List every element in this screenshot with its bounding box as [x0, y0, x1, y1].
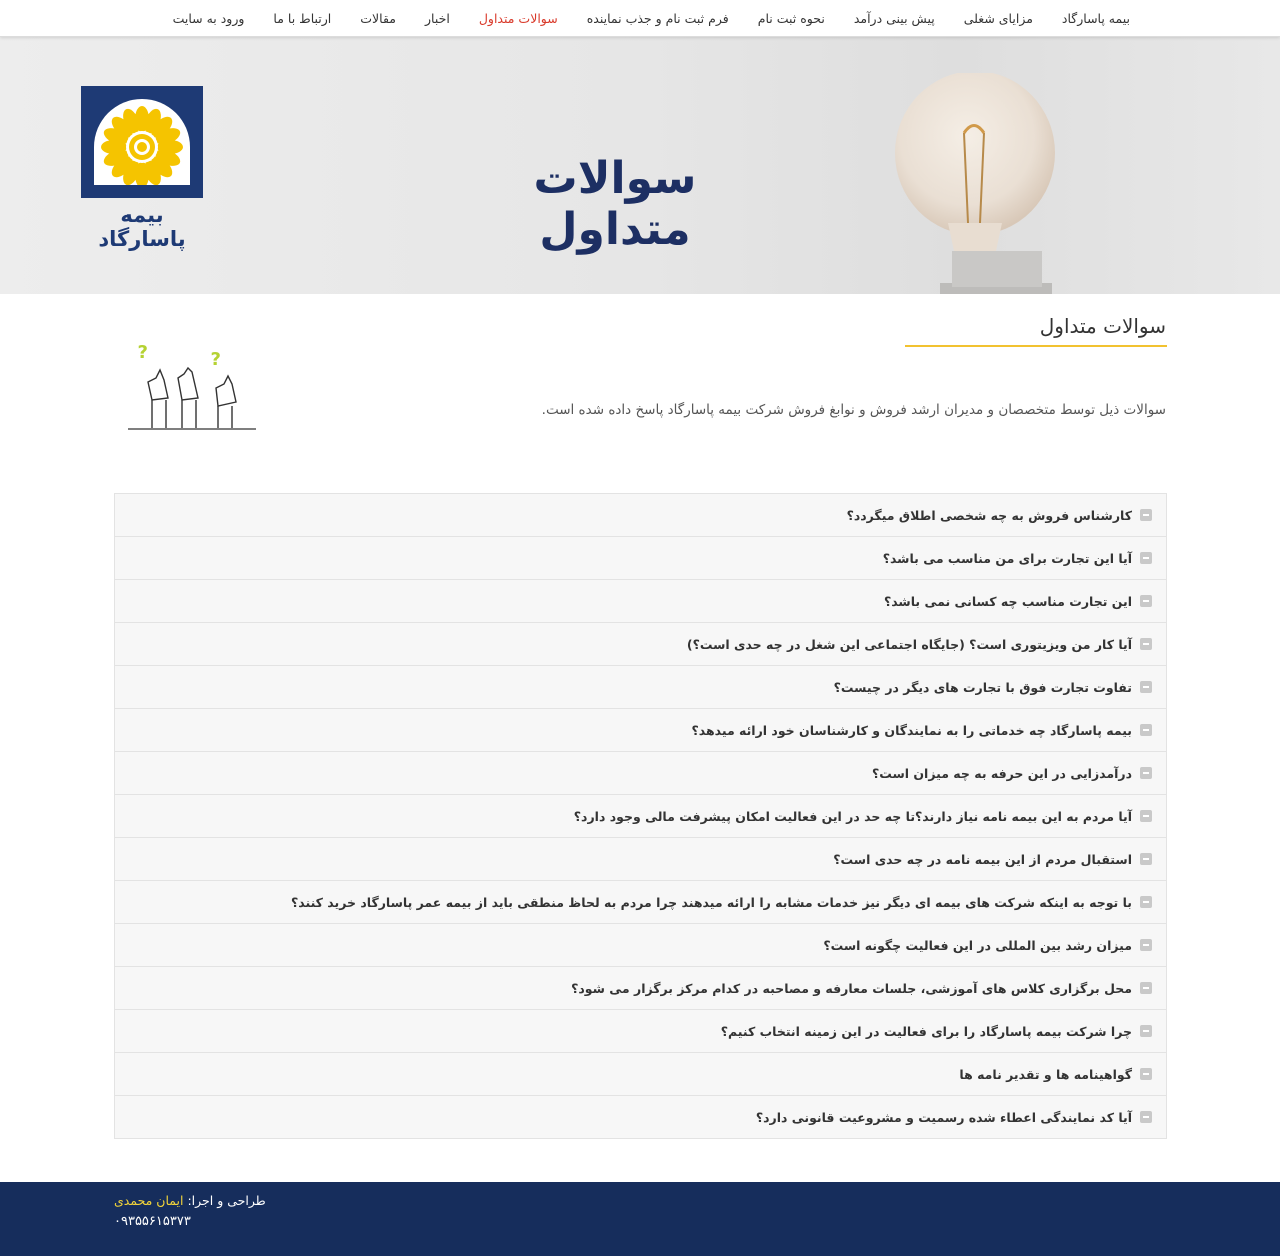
faq-item[interactable]	[115, 537, 1166, 580]
collapse-icon[interactable]	[1140, 595, 1152, 607]
light-bulb-image	[880, 73, 1080, 294]
collapse-icon[interactable]	[1140, 638, 1152, 650]
section-description: سوالات ذیل توسط متخصصان و مدیران ارشد فروش و نوابغ فروش شرکت بیمه پاسارگاد پاسخ داده شده است.	[541, 402, 1166, 418]
faq-question[interactable]: درآمدزایی در این حرفه به چه میزان است؟	[871, 765, 1132, 781]
nav-item-0[interactable]: بیمه پاسارگاد	[1061, 10, 1130, 26]
faq-question[interactable]: کارشناس فروش به چه شخصی اطلاق میگردد؟	[846, 507, 1132, 523]
title-underline	[905, 345, 1167, 347]
collapse-icon[interactable]	[1140, 724, 1152, 736]
nav-item-5[interactable]: سوالات متداول	[478, 10, 558, 26]
svg-text:?: ?	[210, 349, 221, 370]
nav-item-3[interactable]: نحوه ثبت نام	[757, 10, 825, 26]
faq-question[interactable]: گواهینامه ها و تقدیر نامه ها	[959, 1066, 1132, 1082]
faq-item[interactable]	[115, 1053, 1166, 1096]
svg-text:?: ?	[137, 342, 148, 363]
faq-item[interactable]	[115, 752, 1166, 795]
hero-banner	[0, 37, 1280, 294]
faq-item[interactable]	[115, 666, 1166, 709]
collapse-icon[interactable]	[1140, 853, 1152, 865]
faq-accordion	[114, 493, 1167, 1139]
site-footer	[0, 1182, 1280, 1256]
faq-item[interactable]	[115, 1096, 1166, 1139]
faq-item[interactable]	[115, 881, 1166, 924]
nav-item-1[interactable]: مزایای شغلی	[963, 10, 1033, 26]
faq-item[interactable]	[115, 709, 1166, 752]
sunflower-icon	[94, 99, 190, 185]
nav-item-4[interactable]: فرم ثبت نام و جذب نماینده	[586, 10, 729, 26]
collapse-icon[interactable]	[1140, 939, 1152, 951]
collapse-icon[interactable]	[1140, 767, 1152, 779]
top-navigation	[0, 0, 1280, 37]
faq-question[interactable]: میزان رشد بین المللی در این فعالیت چگونه است؟	[823, 937, 1132, 953]
collapse-icon[interactable]	[1140, 1111, 1152, 1123]
faq-question[interactable]: آیا مردم به این بیمه نامه نیاز دارند؟تا چه حد در این فعالیت امکان پیشرفت مالی وجود دارد؟	[573, 808, 1132, 824]
collapse-icon[interactable]	[1140, 1068, 1152, 1080]
faq-question[interactable]: آیا کد نمایندگی اعطاء شده رسمیت و مشروعیت قانونی دارد؟	[755, 1109, 1132, 1125]
designer-name-link[interactable]: ایمان محمدی	[114, 1193, 184, 1208]
hero-title: سوالات متداول	[533, 153, 697, 255]
faq-item[interactable]	[115, 623, 1166, 666]
faq-question[interactable]: چرا شرکت بیمه پاسارگاد را برای فعالیت در این زمینه انتخاب کنیم؟	[720, 1023, 1132, 1039]
faq-item[interactable]	[115, 795, 1166, 838]
footer-phone: ۰۹۳۵۵۶۱۵۳۷۳	[114, 1214, 191, 1229]
faq-item[interactable]	[115, 838, 1166, 881]
nav-item-9[interactable]: ورود به سایت	[172, 10, 245, 26]
faq-question[interactable]: آیا این تجارت برای من مناسب می باشد؟	[882, 550, 1132, 566]
nav-item-2[interactable]: پیش بینی درآمد	[853, 10, 935, 26]
collapse-icon[interactable]	[1140, 681, 1152, 693]
brand-logo[interactable]	[81, 86, 203, 251]
faq-item[interactable]	[115, 580, 1166, 623]
faq-question[interactable]: استقبال مردم از این بیمه نامه در چه حدی است؟	[833, 851, 1132, 867]
section-title: سوالات متداول	[1039, 314, 1166, 338]
credit-label: طراحی و اجرا:	[187, 1193, 266, 1208]
faq-item[interactable]	[115, 967, 1166, 1010]
collapse-icon[interactable]	[1140, 896, 1152, 908]
nav-menu	[0, 0, 1280, 36]
nav-item-7[interactable]: مقالات	[360, 10, 397, 26]
collapse-icon[interactable]	[1140, 810, 1152, 822]
faq-question[interactable]: آیا کار من ویزیتوری است؟ (جایگاه اجتماعی این شغل در چه حدی است؟)	[686, 636, 1132, 652]
faq-item[interactable]	[115, 494, 1166, 537]
faq-question[interactable]: محل برگزاری کلاس های آموزشی، جلسات معارفه و مصاحبه در کدام مرکز برگزار می شود؟	[571, 980, 1132, 996]
nav-item-6[interactable]: اخبار	[425, 10, 450, 26]
faq-question[interactable]: با توجه به اینکه شرکت های بیمه ای دیگر نیز خدمات مشابه را ارائه میدهند چرا مردم به لحاظ منطقی باید از بیمه عمر پاسارگاد خرید کنند؟	[291, 894, 1132, 910]
logo-text: بیمه پاسارگاد	[98, 203, 186, 251]
collapse-icon[interactable]	[1140, 1025, 1152, 1037]
faq-intro-section	[0, 294, 1280, 494]
footer-credit	[114, 1193, 266, 1208]
faq-question[interactable]: تفاوت تجارت فوق با تجارت های دیگر در چیست؟	[833, 679, 1132, 695]
faq-question[interactable]: این تجارت مناسب چه کسانی نمی باشد؟	[883, 593, 1132, 609]
raised-hands-illustration	[126, 340, 258, 438]
faq-item[interactable]	[115, 1010, 1166, 1053]
nav-item-8[interactable]: ارتباط با ما	[273, 10, 332, 26]
faq-question[interactable]: بیمه پاسارگاد چه خدماتی را به نمایندگان و کارشناسان خود ارائه میدهد؟	[691, 722, 1132, 738]
collapse-icon[interactable]	[1140, 509, 1152, 521]
faq-item[interactable]	[115, 924, 1166, 967]
logo-emblem	[81, 86, 203, 198]
collapse-icon[interactable]	[1140, 552, 1152, 564]
collapse-icon[interactable]	[1140, 982, 1152, 994]
